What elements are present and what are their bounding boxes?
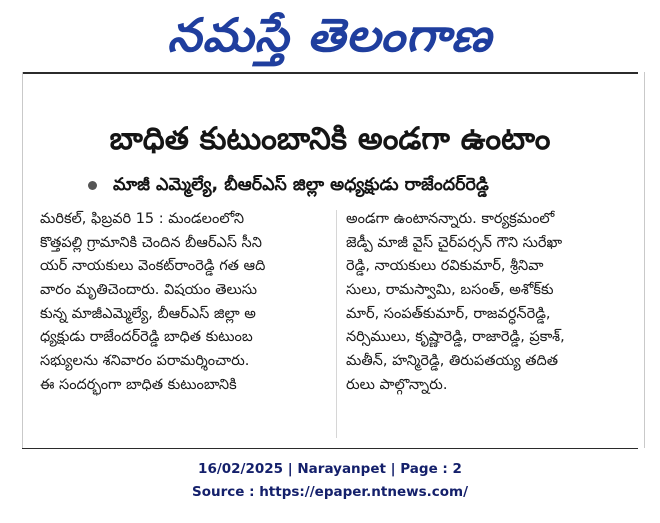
body-line: సభ్యులను శనివారం పరామర్శించారు. — [40, 353, 250, 370]
source-link[interactable]: Source : https://epaper.ntnews.com/ — [191, 484, 469, 500]
edition-info: 16/02/2025 | Narayanpet | Page : 2 — [198, 461, 462, 477]
column-divider — [336, 210, 337, 438]
bottom-rule — [22, 448, 638, 449]
article-column-right — [346, 208, 630, 398]
body-line: రులు పాల్గొన్నారు. — [346, 376, 448, 393]
article-headline: బాధిత కుటుంబానికి అండగా ఉంటాం — [109, 121, 551, 157]
body-line: అండగా ఉంటానన్నారు. కార్యక్రమంలో — [346, 211, 555, 227]
body-line: యర్ నాయకులు వెంకట్‌రాంరెడ్డి గత ఆది — [40, 258, 266, 275]
body-line: ఈ సందర్భంగా బాధిత కుటుంబానికి — [40, 376, 237, 393]
masthead — [0, 4, 660, 66]
body-line: మార్, సంపత్‌కుమార్, రాజవర్ధన్‌రెడ్డి, — [346, 305, 551, 322]
body-line: రెడ్డి, నాయకులు రవికుమార్, శ్రీనివా — [346, 258, 544, 275]
body-line: మతీన్, హన్మిరెడ్డి, తిరుపతయ్య తదిత — [346, 353, 559, 370]
newspaper-logo-title: నమస్తే తెలంగాణ — [167, 8, 493, 62]
body-line: కొత్తపల్లి గ్రామానికి చెందిన బీఆర్ఎస్ సీని — [40, 234, 262, 251]
epaper-footer — [0, 458, 660, 504]
top-rule — [22, 72, 638, 74]
right-border — [644, 72, 645, 448]
body-line: మరికల్, ఫిబ్రవరి 15 : మండలంలోని — [40, 211, 245, 227]
subheadline-text: మాజీ ఎమ్మెల్యే, బీఆర్ఎస్ జిల్లా అధ్యక్షుడు రాజేందర్‌రెడ్డి — [113, 175, 489, 195]
article-subheadline — [88, 170, 638, 200]
body-line: నర్సిములు, కృష్ణారెడ్డి, రాజారెడ్డి, ప్రకాశ్, — [346, 329, 565, 346]
bullet-icon — [88, 181, 97, 190]
body-line: కున్న మాజీఎమ్మెల్యే, బీఆర్ఎస్ జిల్లా అ — [40, 305, 256, 322]
body-line: సులు, రామస్వామి, బసంత్, అశోక్‌కు — [346, 282, 554, 299]
body-line: వారం మృతిచెందారు. విషయం తెలుసు — [40, 282, 257, 299]
body-line: జెడ్పీ మాజీ వైస్ చైర్‌పర్సన్ గౌని సురేఖా — [346, 234, 563, 251]
article-column-left — [40, 208, 330, 398]
body-line: ధ్యక్షుడు రాజేందర్‌రెడ్డి బాధిత కుటుంబ — [40, 329, 253, 346]
